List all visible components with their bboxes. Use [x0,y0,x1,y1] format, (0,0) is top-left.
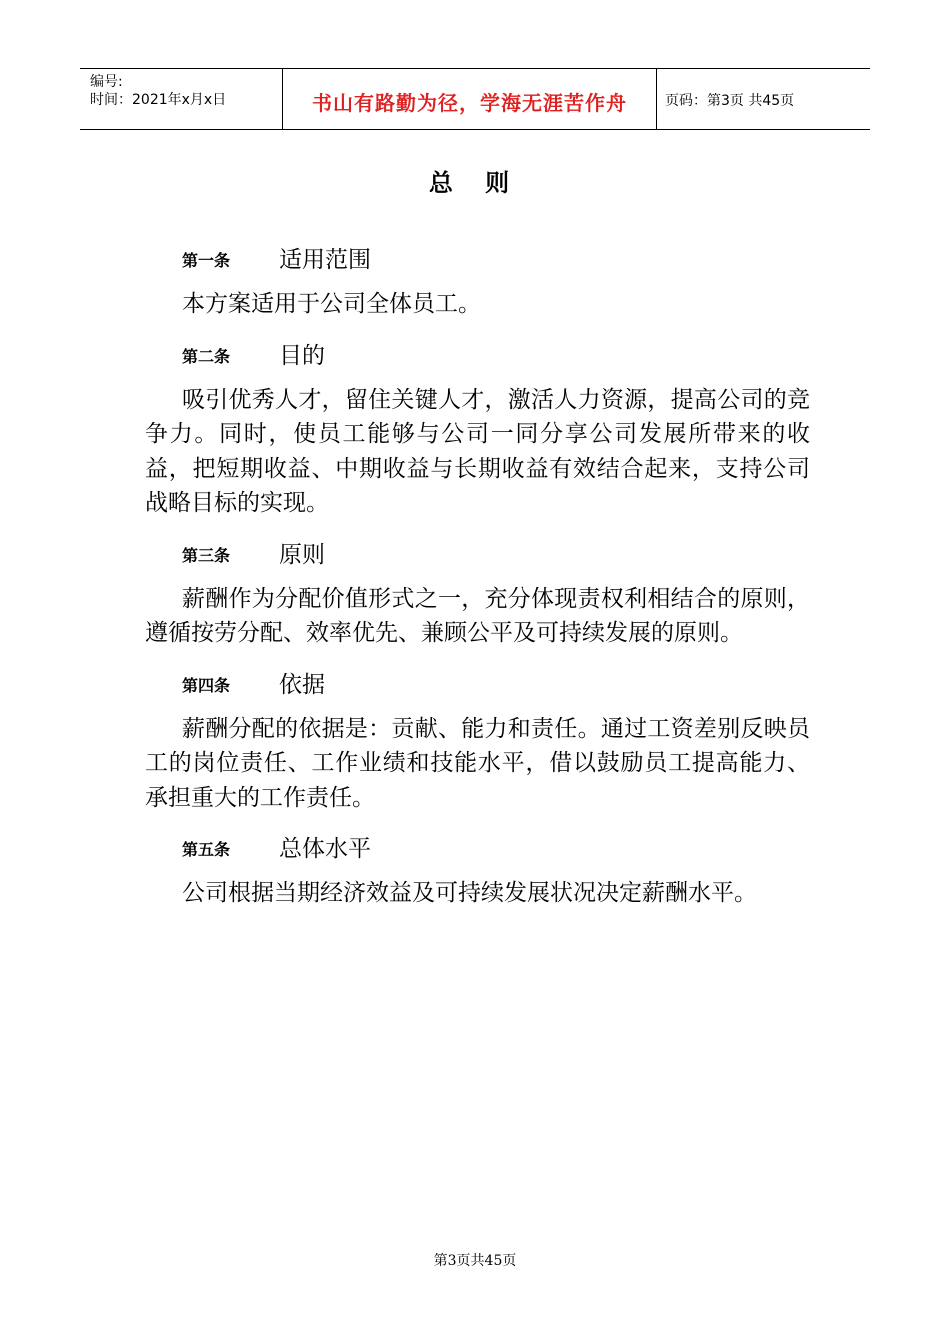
article-paragraph [145,383,810,521]
article-number: 第三条 [182,545,231,565]
article-paragraph [145,876,810,911]
paragraph-line: 公司根据当期经济效益及可持续发展状况决定薪酬水平。 [182,880,757,906]
article-number: 第四条 [182,675,231,695]
article-paragraph [145,582,810,651]
article-title: 适用范围 [279,247,371,273]
paragraph-line: 来的收益，把短期收益、中期收益与长期收益有效结合起来， [145,421,811,482]
article-heading [145,332,810,372]
header-motto-cell [282,69,657,129]
header-meta-cell [80,69,282,129]
article-heading [145,236,810,276]
paragraph-line: 本方案适用于公司全体员工。 [182,291,481,317]
article-title: 总体水平 [279,836,371,862]
paragraph-line: 的竞争力。同时，使员工能够与公司一同分享公司发展所带 [145,386,811,447]
header-motto: 书山有路勤为径，学海无涯苦作舟 [312,91,627,115]
document-body [145,236,810,921]
article-number: 第一条 [182,251,231,270]
paragraph-line: 吸引优秀人才，留住关键人才，激活人力资源，提高公司 [182,386,764,413]
page-footer: 第3页共45页 [433,1253,517,1269]
paragraph-line: 则。 [697,620,743,646]
article-heading [145,531,810,571]
paragraph-line: 原则，遵循按劳分配、效率优先、兼顾公平及可持续发展的原 [145,585,811,646]
article-number: 第五条 [182,840,231,859]
article-heading [145,825,810,865]
document-number-label: 编号: [90,74,123,90]
article-heading [145,661,810,701]
paragraph-line: 薪酬分配的依据是：贡献、能力和责任。通过工资差别反 [182,715,764,742]
article-title: 依据 [279,671,325,698]
article-paragraph [145,712,810,816]
paragraph-line: 薪酬作为分配价值形式之一，充分体现责权利相结合的 [182,585,741,612]
article-title: 目的 [279,342,325,369]
header-table [80,68,870,130]
header-page-number: 页码：第3页 共45页 [665,93,795,109]
paragraph-line: 支持公司战略目标的实现。 [145,455,811,516]
article-paragraph [145,287,810,322]
article-title: 原则 [279,541,325,568]
header-page-cell [656,69,870,129]
page-title: 总 则 [428,169,522,197]
paragraph-line: 映员工的岗位责任、工作业绩和技能水平，借以鼓励员工提 [145,715,811,776]
article-number: 第二条 [182,346,231,366]
paragraph-line: 高能力、承担重大的工作责任。 [145,750,811,811]
document-date-label: 时间：2021年x月x日 [90,92,227,108]
